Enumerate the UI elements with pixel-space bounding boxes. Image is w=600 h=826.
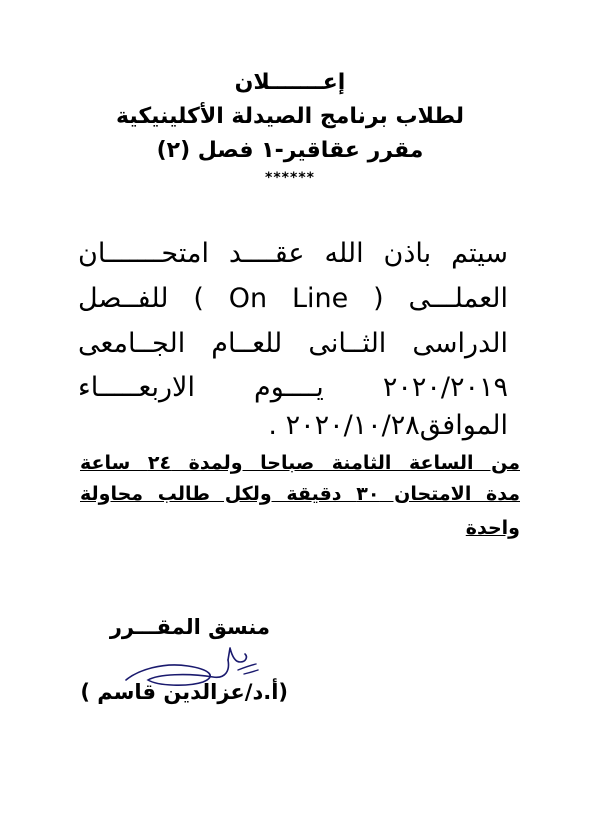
announcement-line-1: سيتم باذن الله عقــــد امتحـــــــان xyxy=(78,238,508,269)
announcement-title: إعـــــــلان xyxy=(234,70,346,95)
announcement-line-2: العملـــى ( On Line ) للفــصل xyxy=(78,283,508,314)
announcement-line-4: ٢٠٢٠/٢٠١٩ يــــوم الاربعـــــاء xyxy=(78,372,508,403)
details-line-2: مدة الامتحان ٣٠ دقيقة ولكل طالب محاولة xyxy=(80,483,520,505)
announcement-line-5: الموافق٢٠٢٠/١٠/٢٨ . xyxy=(268,410,508,441)
coordinator-name: (أ.د/عزالدين قاسم ) xyxy=(80,680,288,704)
course-line: مقرر عقاقير-١ فصل (٢) xyxy=(156,138,424,163)
details-line-1: من الساعة الثامنة صباحا ولمدة ٢٤ ساعة xyxy=(80,452,520,474)
program-line: لطلاب برنامج الصيدلة الأكلينيكية xyxy=(116,104,464,129)
separator-stars: ****** xyxy=(265,170,315,186)
coordinator-role: منسق المقـــرر xyxy=(109,615,270,639)
details-line-3: واحدة xyxy=(465,517,520,539)
announcement-line-3: الدراسى الثــانى للعــام الجــامعى xyxy=(78,328,508,359)
